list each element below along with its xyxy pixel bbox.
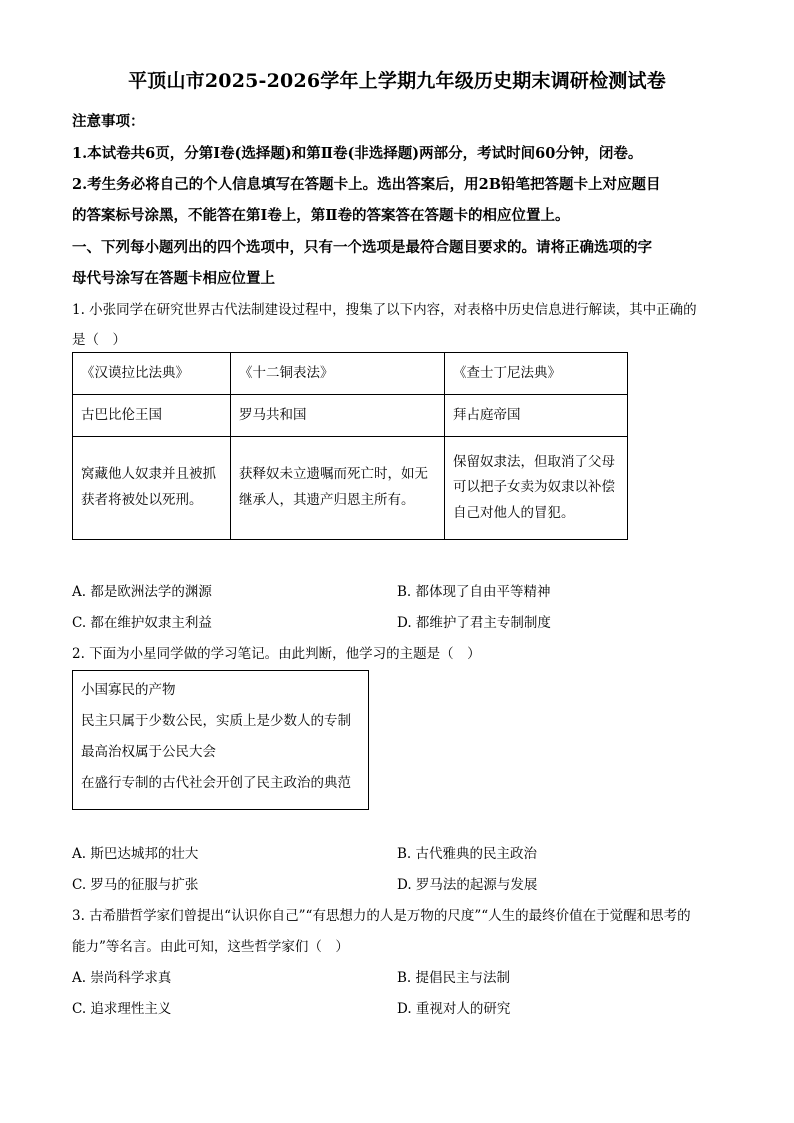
q2-stem: 2. 下面为小星同学做的学习笔记。由此判断，他学习的主题是（ ）: [72, 646, 481, 662]
q3-option-a: A. 崇尚科学求真: [72, 970, 172, 986]
notice-item-2-line-1: 2.考生务必将自己的个人信息填写在答题卡上。选出答案后，用2B铅笔把答题卡上对应题目: [72, 176, 661, 193]
cell-line: 窝藏他人奴隶并且被抓: [81, 466, 216, 483]
cell-line: 可以把子女卖为奴隶以补偿: [453, 479, 615, 496]
note-line: 民主只属于少数公民，实质上是少数人的专制: [81, 713, 351, 729]
cell-line: 继承人，其遗产归恩主所有。: [239, 492, 415, 508]
q1-option-a: A. 都是欧洲法学的渊源: [72, 584, 212, 600]
q3-option-c: C. 追求理性主义: [72, 1001, 172, 1017]
q1-stem-line-1: 1. 小张同学在研究世界古代法制建设过程中，搜集了以下内容，对表格中历史信息进行解读，其中正确的: [72, 302, 697, 318]
q2-option-b: B. 古代雅典的民主政治: [397, 846, 538, 862]
q2-option-c: C. 罗马的征服与扩张: [72, 877, 199, 893]
cell-line: 获者将被处以死刑。: [81, 492, 203, 508]
q3-stem-line-2: 能力”等名言。由此可知，这些哲学家们（ ）: [72, 939, 349, 955]
q1-law-table: [72, 352, 628, 540]
table-cell: [231, 437, 445, 540]
page-title: 平顶山市2025-2026学年上学期九年级历史期末调研检测试卷: [128, 70, 666, 92]
q3-option-d: D. 重视对人的研究: [397, 1001, 511, 1017]
section-1-instruction-line-2: 母代号涂写在答题卡相应位置上: [72, 270, 275, 287]
table-cell: 《汉谟拉比法典》: [73, 353, 231, 395]
cell-line: 自己对他人的冒犯。: [453, 504, 575, 521]
table-cell: 罗马共和国: [231, 395, 445, 437]
table-cell: 拜占庭帝国: [445, 395, 628, 437]
q2-option-a: A. 斯巴达城邦的壮大: [72, 846, 199, 862]
table-cell: [445, 437, 628, 540]
q2-option-d: D. 罗马法的起源与发展: [397, 877, 538, 893]
table-cell: 古巴比伦王国: [73, 395, 231, 437]
table-row: [73, 353, 628, 395]
cell-line: 保留奴隶法，但取消了父母: [453, 453, 615, 470]
notice-item-1: 1.本试卷共6页，分第Ⅰ卷(选择题)和第Ⅱ卷(非选择题)两部分，考试时间60分钟，闭卷。: [72, 145, 643, 162]
table-row: [73, 437, 628, 540]
table-cell: 《查士丁尼法典》: [445, 353, 628, 395]
note-line: 小国寡民的产物: [81, 682, 176, 698]
q1-option-c: C. 都在维护奴隶主利益: [72, 615, 212, 631]
table-cell: [73, 437, 231, 540]
q3-option-b: B. 提倡民主与法制: [397, 970, 511, 986]
section-1-instruction-line-1: 一、下列每小题列出的四个选项中，只有一个选项是最符合题目要求的。请将正确选项的字: [72, 239, 652, 256]
cell-line: 获释奴未立遗嘱而死亡时，如无: [239, 466, 428, 483]
q3-stem-line-1: 3. 古希腊哲学家们曾提出“认识你自己”“有思想力的人是万物的尺度”“人生的最终价值在于觉醒和思考的: [72, 908, 691, 924]
notice-heading: 注意事项：: [72, 113, 145, 130]
q1-option-b: B. 都体现了自由平等精神: [397, 584, 551, 600]
table-cell: 《十二铜表法》: [231, 353, 445, 395]
notice-item-2-line-2: 的答案标号涂黑，不能答在第Ⅰ卷上，第Ⅱ卷的答案答在答题卡的相应位置上。: [72, 207, 570, 224]
q1-option-d: D. 都维护了君主专制制度: [397, 615, 551, 631]
note-line: 在盛行专制的古代社会开创了民主政治的典范: [81, 775, 351, 791]
q1-stem-line-2: 是（ ）: [72, 332, 126, 348]
table-row: [73, 395, 628, 437]
q2-study-notes-box: [72, 670, 369, 810]
note-line: 最高治权属于公民大会: [81, 744, 216, 760]
